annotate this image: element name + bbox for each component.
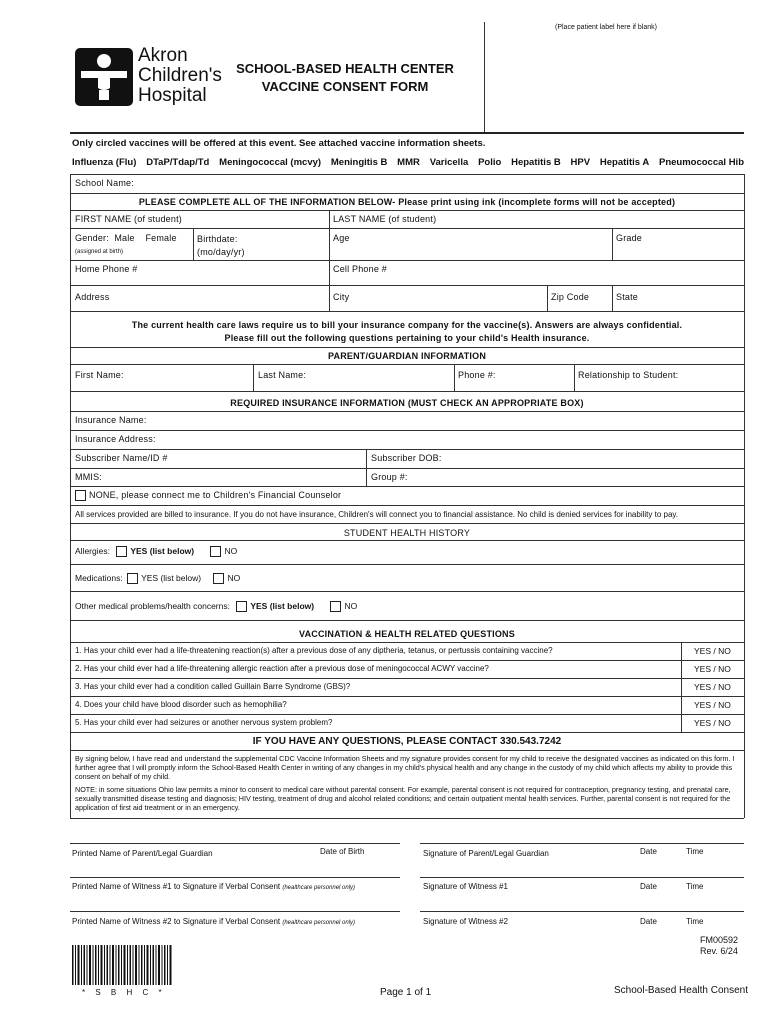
sig-witness1-label: Signature of Witness #1 [423,882,508,891]
sig-witness2-label: Signature of Witness #2 [423,917,508,926]
allergies-yes-checkbox[interactable] [116,546,127,557]
signature-line [420,877,744,878]
divider [484,22,485,133]
allergies-row: Allergies: YES (list below) NO [75,546,238,556]
medications-row: Medications: YES (list below) NO [75,573,241,583]
rule [70,642,744,643]
header-rule [70,132,744,134]
note-paragraph: NOTE: in some situations Ohio law permits a minor to consent to medical care without parental consent. For example, parental consent is not required for contraception, pregnancy testing, and prenatal care, sexually transmitted disease testing and diagnosis; HIV testing, treatment of drug and alcohol related conditions; and certain outpatient mental health services. Further, parental consent is not required for the application of first aid treatment or in an emergency. [75,785,731,812]
contact-heading: IF YOU HAVE ANY QUESTIONS, PLEASE CONTACT 330.543.7242 [252,736,562,747]
rule [70,620,744,621]
time-label: Time [686,882,704,891]
question-4: 4. Does your child have blood disorder such as hemophilia? [75,700,287,709]
hospital-name: Akron Children's Hospital [138,45,222,106]
billing-note: All services provided are billed to insurance. If you do not have insurance, Children's will connect you to financial assistance. No child is denied services for inability to pay. [75,510,679,519]
cell-phone-field[interactable]: Cell Phone # [333,264,387,274]
zip-field[interactable]: Zip Code [551,292,590,302]
rule [70,540,744,541]
form-title: SCHOOL-BASED HEALTH CENTER VACCINE CONSENT FORM [236,61,454,94]
signature-line [70,877,400,878]
rule [70,411,744,412]
rule [70,696,744,697]
complete-notice: PLEASE COMPLETE ALL OF THE INFORMATION BELOW- Please print using ink (incomplete forms will not be accepted) [138,197,676,207]
questions-heading: VACCINATION & HEALTH RELATED QUESTIONS [299,629,515,639]
rule [70,210,744,211]
other-yes-checkbox[interactable] [236,601,247,612]
vaccine-intro: Only circled vaccines will be offered at this event. See attached vaccine information sheets. [72,138,486,149]
none-checkbox[interactable] [75,490,86,501]
insurance-name-field[interactable]: Insurance Name: [75,415,147,425]
rule [70,505,744,506]
other-concerns-row: Other medical problems/health concerns: YES (list below) NO [75,601,358,611]
time-label: Time [686,847,704,856]
question-4-yes-no[interactable]: YES / NO [694,700,731,710]
date-label: Date [640,847,657,856]
signature-line [70,843,400,844]
rule [681,642,682,732]
vaccine-flu[interactable]: Influenza (Flu) [72,157,137,168]
question-2-yes-no[interactable]: YES / NO [694,664,731,674]
rule [70,486,744,487]
page-number: Page 1 of 1 [380,987,432,998]
rule [70,468,744,469]
rule [547,285,548,311]
rule [70,660,744,661]
vaccine-meningococcal[interactable]: Meningococcal (mcvy) [219,157,322,168]
rule [70,193,744,194]
subscriber-field[interactable]: Subscriber Name/ID # [75,453,168,463]
allergies-no-checkbox[interactable] [210,546,221,557]
patient-label-note: (Place patient label here if blank) [555,24,657,31]
question-3: 3. Has your child ever had a condition called Guillain Barre Syndrome (GBS)? [75,682,351,691]
rule [70,818,744,819]
question-1: 1. Has your child ever had a life-threatening reaction(s) after a previous dose of any diptheria, tetanus, or pertussis containing vaccine? [75,646,553,655]
guardian-last-name-field[interactable]: Last Name: [258,370,307,380]
vaccine-polio[interactable]: Polio [478,157,502,168]
none-insurance-option[interactable]: NONE, please connect me to Children's Financial Counselor [75,490,341,501]
subscriber-dob-field[interactable]: Subscriber DOB: [371,453,442,463]
rule [70,364,744,365]
vaccine-dtap[interactable]: DTaP/Tdap/Td [146,157,210,168]
signature-line [420,843,744,844]
vaccine-hpv[interactable]: HPV [570,157,591,168]
vaccine-pneumococcal[interactable]: Pneumococcal Hib [659,157,744,168]
hospital-logo-icon [75,48,133,106]
home-phone-field[interactable]: Home Phone # [75,264,138,274]
grade-field[interactable]: Grade [616,233,643,243]
rule [70,174,744,175]
insurance-notice: The current health care laws require us to bill your insurance company for the vaccine(s). Answers are always confidential. Please fill out the following questions pertaining to your child's Health insurance. [131,320,683,343]
barcode-icon [72,945,172,985]
school-name-field[interactable]: School Name: [75,178,134,188]
question-2: 2. Has your child ever had a life-threatening allergic reaction after a previous dose of meningococcal ACWY vaccine? [75,664,489,673]
rule [253,364,254,391]
sig-parent-label: Signature of Parent/Legal Guardian [423,849,549,858]
rule [70,564,744,565]
history-heading: STUDENT HEALTH HISTORY [343,528,471,538]
guardian-first-name-field[interactable]: First Name: [75,370,124,380]
rule [70,732,744,733]
relationship-field[interactable]: Relationship to Student: [578,370,679,380]
rule [70,449,744,450]
vaccine-mmr[interactable]: MMR [397,157,420,168]
gender-field[interactable]: Gender: Male Female [75,233,177,243]
rule [744,174,745,818]
age-field[interactable]: Age [333,233,350,243]
printed-parent-label: Printed Name of Parent/Legal Guardian [72,849,213,858]
birthdate-field[interactable]: Birthdate: (mo/day/yr) [197,234,245,257]
rule [70,714,744,715]
rule [70,430,744,431]
date-label: Date [640,917,657,926]
form-id: FM00592 [700,935,739,945]
city-field[interactable]: City [333,292,350,302]
question-1-yes-no[interactable]: YES / NO [694,646,731,656]
rule [612,228,613,260]
question-3-yes-no[interactable]: YES / NO [694,682,731,692]
rule [70,174,71,818]
rule [70,311,744,312]
state-field[interactable]: State [616,292,639,302]
rule [454,364,455,391]
mmis-field[interactable]: MMIS: [75,472,102,482]
guardian-phone-field[interactable]: Phone #: [458,370,496,380]
dob-label: Date of Birth [320,847,365,856]
rule [70,347,744,348]
rule [70,523,744,524]
witness1-printed-label: Printed Name of Witness #1 to Signature if Verbal Consent (healthcare personnel only) [72,882,356,891]
rule [70,228,744,229]
rule [70,591,744,592]
insurance-heading: REQUIRED INSURANCE INFORMATION (MUST CHECK AN APPROPRIATE BOX) [230,398,584,408]
question-5-yes-no[interactable]: YES / NO [694,718,731,728]
group-field[interactable]: Group #: [371,472,408,482]
insurance-address-field[interactable]: Insurance Address: [75,434,156,444]
rule [70,391,744,392]
signature-line [70,911,400,912]
guardian-heading: PARENT/GUARDIAN INFORMATION [327,351,487,361]
medications-no-checkbox[interactable] [213,573,224,584]
witness2-printed-label: Printed Name of Witness #2 to Signature if Verbal Consent (healthcare personnel only) [72,917,356,926]
vaccine-hep-b[interactable]: Hepatitis B [511,157,561,168]
rule [70,285,744,286]
rule [70,678,744,679]
rule [193,228,194,260]
rule [612,285,613,311]
student-first-name-field[interactable]: FIRST NAME (of student) [75,214,182,224]
medications-yes-checkbox[interactable] [127,573,138,584]
assigned-note: (assigned at birth) [75,249,124,255]
rule [574,364,575,391]
vaccine-list [72,157,744,168]
barcode-text: * S B H C * [82,988,166,997]
rule [70,750,744,751]
vaccine-hep-a[interactable]: Hepatitis A [599,157,650,168]
form-rev: Rev. 6/24 [700,946,738,956]
student-last-name-field[interactable]: LAST NAME (of student) [333,214,437,224]
form-name: School-Based Health Consent [614,985,748,996]
vaccine-meningitis-b[interactable]: Meningitis B [330,157,388,168]
address-field[interactable]: Address [75,292,110,302]
rule [70,260,744,261]
other-no-checkbox[interactable] [330,601,341,612]
date-label: Date [640,882,657,891]
vaccine-varicella[interactable]: Varicella [429,157,469,168]
consent-paragraph: By signing below, I have read and understand the supplemental CDC Vaccine Information Sheets and my signature provides consent for my child to receive the designated vaccines as indicated on this form. I further agree that I will promptly inform the School-Based Health Center in writing of any changes in my child's physical health and any change in the custody of my child which affects my ability to provide this consent on behalf of my child. [75,754,735,781]
signature-line [420,911,744,912]
time-label: Time [686,917,704,926]
question-5: 5. Has your child ever had seizures or another nervous system problem? [75,718,333,727]
